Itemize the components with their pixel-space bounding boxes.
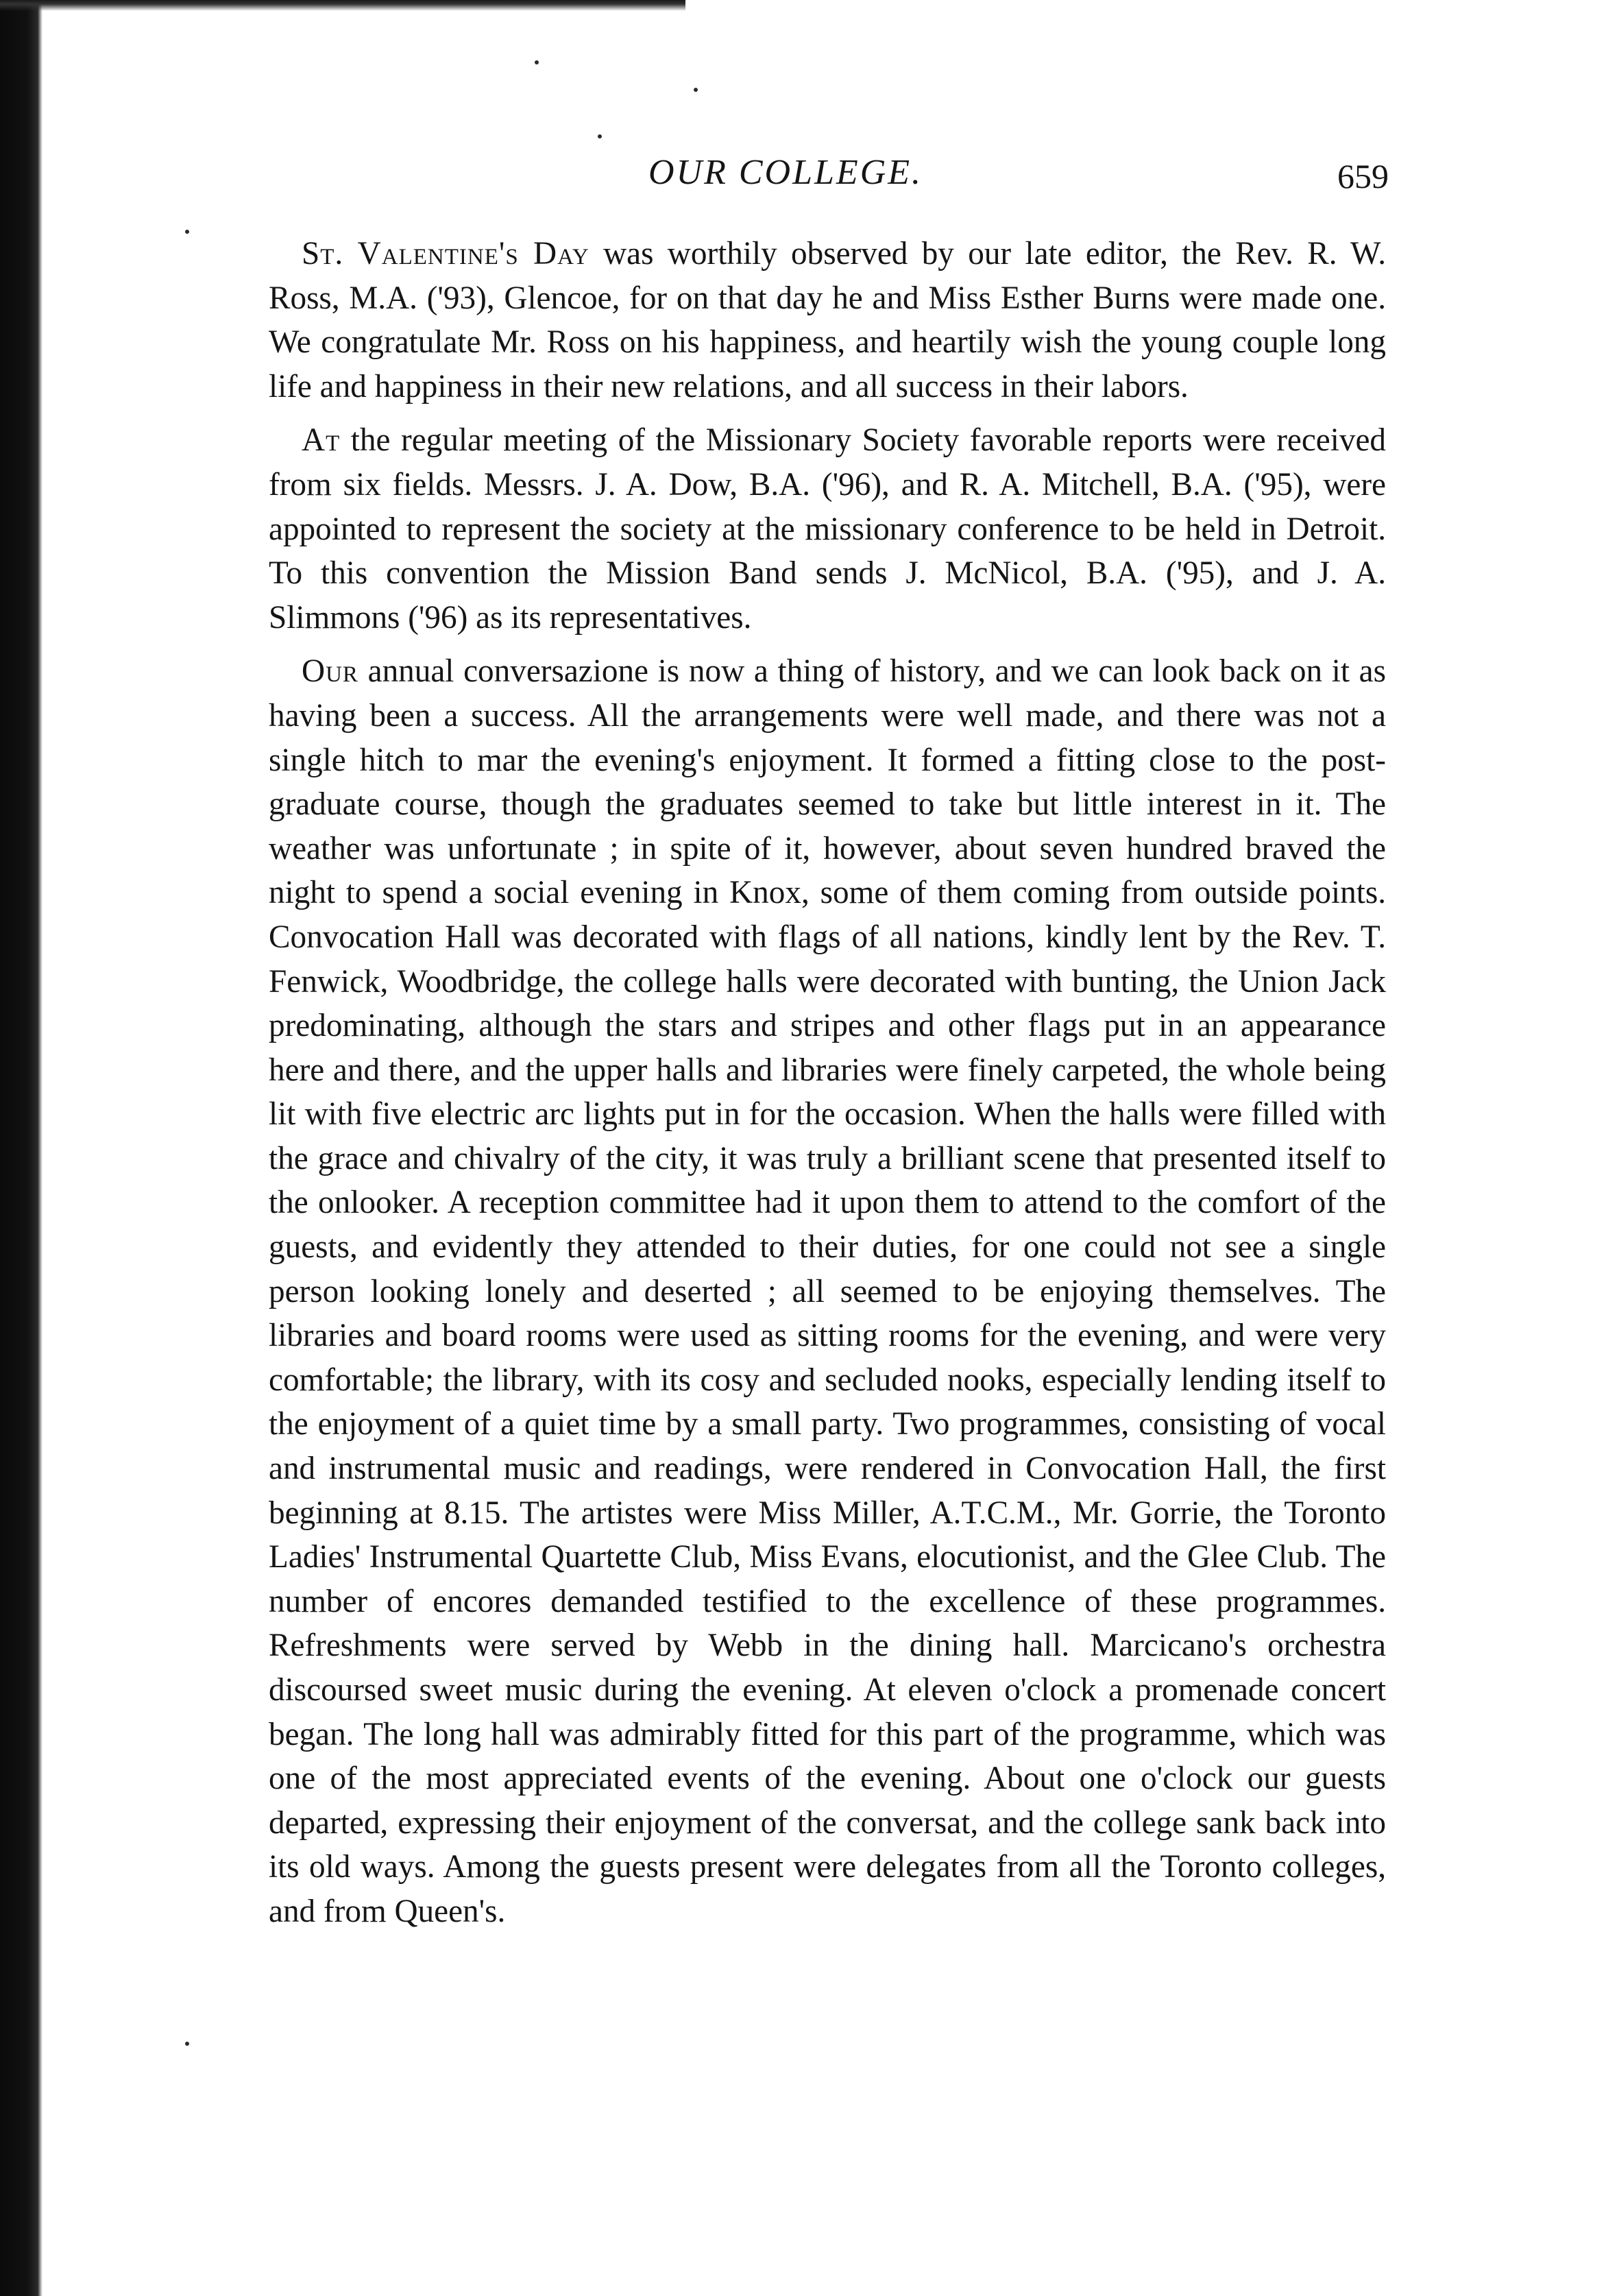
paragraph-text: was worthily observed by our late editor, the Rev. R. W. Ross, M.A. ('93), Glencoe, for on that day he and Miss Esther Burns were made one. We congratulate Mr. Ross on his happiness, and heartily wish the young couple long life and happiness in their new relations, and all success in their labors. bbox=[269, 236, 1386, 404]
page-header bbox=[271, 152, 1389, 200]
scan-speck bbox=[694, 88, 698, 92]
article-body bbox=[269, 232, 1386, 1944]
paragraph-lead: At bbox=[302, 422, 341, 459]
scan-speck bbox=[535, 60, 539, 64]
paragraph-text: the regular meeting of the Missionary Society favorable reports were received from six fields. Messrs. J. A. Dow, B.A. ('96), and R. A. Mitchell, B.A. ('95), were appointed to represent the society at the missionary conference to be held in Detroit. To this convention the Mission Band sends J. McNicol, B.A. ('95), and J. A. Slimmons ('96) as its representatives. bbox=[269, 422, 1386, 636]
scan-left-edge bbox=[0, 0, 42, 2296]
paragraph-lead: Our bbox=[302, 653, 358, 690]
paragraph-missionary-society bbox=[269, 418, 1386, 640]
paragraph-text: annual conversazione is now a thing of history, and we can look back on it as having been a success. All the arrangements were well made, and there was not a single hitch to mar the evening's enjoyment. It formed a fitting close to the post-graduate course, though the graduates seemed to take but little interest in it. The weather was unfortunate ; in spite of it, however, about seven hundred braved the night to spend a social evening in Knox, some of them coming from outside points. Convocation Hall was decorated with flags of all nations, kindly lent by the Rev. T. Fenwick, Woodbridge, the college halls were decorated with bunting, the Union Jack predominating, although the stars and stripes and other flags put in an appearance here and there, and the upper halls and libraries were finely carpeted, the whole being lit with five electric arc lights put in for the occasion. When the halls were filled with the grace and chivalry of the city, it was truly a brilliant scene that presented itself to the onlooker. A reception committee had it upon them to attend to the comfort of the guests, and evidently they attended to their duties, for one could not see a single person looking lonely and deserted ; all seemed to be enjoying themselves. The libraries and board rooms were used as sitting rooms for the evening, and were very comfortable; the library, with its cosy and secluded nooks, especially lending itself to the enjoyment of a quiet time by a small party. Two programmes, consisting of vocal and instrumental music and readings, were rendered in Convocation Hall, the first beginning at 8.15. The artistes were Miss Miller, A.T.C.M., Mr. Gorrie, the Toronto Ladies' Instrumental Quartette Club, Miss Evans, elocutionist, and the Glee Club. The number of encores demanded testified to the excellence of these programmes. Refreshments were served by Webb in the dining hall. Marcicano's orchestra discoursed sweet music during the evening. At eleven o'clock a promenade concert began. The long hall was admirably fitted for this part of the programme, which was one of the most appreciated events of the evening. About one o'clock our guests departed, expressing their enjoyment of the conversat, and the college sank back into its old ways. Among the guests present were delegates from all the Toronto colleges, and from Queen's. bbox=[269, 653, 1386, 1929]
paragraph-conversazione bbox=[269, 649, 1386, 1933]
scan-speck bbox=[185, 230, 189, 234]
page-number: 659 bbox=[1337, 157, 1389, 195]
scan-top-edge bbox=[0, 0, 685, 11]
paragraph-lead: St. Valentine's Day bbox=[302, 236, 589, 271]
scan-speck bbox=[185, 2042, 189, 2046]
scan-speck bbox=[598, 134, 602, 138]
paragraph-valentines-day bbox=[269, 232, 1386, 409]
running-head: OUR COLLEGE. bbox=[648, 153, 923, 192]
